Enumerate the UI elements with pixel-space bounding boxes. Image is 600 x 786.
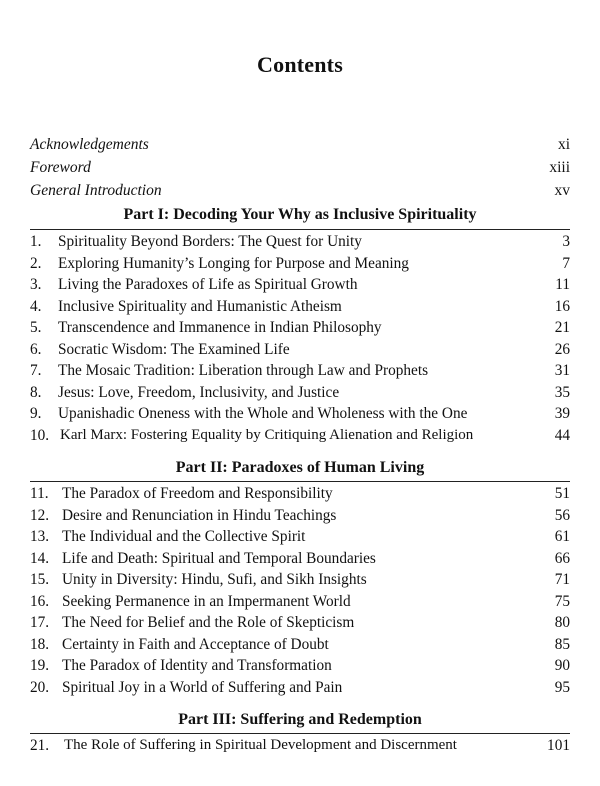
- section-divider: [30, 481, 570, 482]
- chapter-title: Exploring Humanity’s Longing for Purpose and Meaning: [58, 254, 409, 272]
- part-heading-1: Part I: Decoding Your Why as Inclusive Spirituality: [123, 206, 477, 223]
- chapter-page: 75: [554, 592, 570, 610]
- section-divider: [30, 733, 570, 734]
- toc-entry[interactable]: [30, 276, 570, 298]
- toc-entry[interactable]: [30, 571, 570, 593]
- chapter-title: Jesus: Love, Freedom, Inclusivity, and Justice: [58, 383, 340, 401]
- front-matter-page: xiii: [549, 159, 570, 176]
- chapter-page: 31: [554, 362, 570, 379]
- chapter-number: 17.: [30, 614, 50, 631]
- toc-entry[interactable]: [30, 737, 570, 759]
- chapter-number: 7.: [30, 362, 42, 379]
- chapter-title: Certainty in Faith and Acceptance of Doubt: [62, 635, 329, 653]
- toc-entry[interactable]: [30, 636, 570, 658]
- chapter-page: 85: [554, 635, 570, 653]
- chapter-page: 95: [554, 678, 570, 696]
- chapter-page: 51: [554, 485, 570, 502]
- chapter-number: 20.: [30, 678, 50, 696]
- chapter-page: 44: [554, 426, 570, 444]
- chapter-number: 10.: [30, 426, 50, 444]
- chapter-number: 14.: [30, 549, 50, 567]
- toc-entry[interactable]: [30, 593, 570, 615]
- chapter-number: 8.: [30, 383, 42, 401]
- chapter-page: 56: [554, 506, 570, 524]
- chapter-page: 26: [554, 340, 570, 358]
- toc-entry[interactable]: [30, 679, 570, 701]
- toc-entry[interactable]: [30, 405, 570, 427]
- chapter-number: 5.: [30, 319, 42, 336]
- chapter-number: 16.: [30, 592, 50, 610]
- chapter-page: 35: [554, 383, 570, 401]
- chapter-number: 1.: [30, 233, 42, 250]
- chapter-title: Socratic Wisdom: The Examined Life: [58, 340, 290, 358]
- chapter-number: 6.: [30, 340, 42, 358]
- chapter-title: The Role of Suffering in Spiritual Development and Discernment: [64, 737, 457, 753]
- toc-entry[interactable]: [30, 614, 570, 636]
- chapter-number: 18.: [30, 635, 50, 653]
- front-matter-foreword[interactable]: [30, 159, 570, 181]
- page-title: Contents: [257, 52, 343, 77]
- chapter-page: 39: [554, 405, 570, 422]
- toc-entry[interactable]: [30, 485, 570, 507]
- toc-entry[interactable]: [30, 255, 570, 277]
- toc-entry[interactable]: [30, 362, 570, 384]
- chapter-page: 71: [554, 571, 570, 588]
- front-matter-label: Foreword: [30, 159, 91, 176]
- chapter-title: Upanishadic Oneness with the Whole and Wholeness with the One: [58, 405, 468, 422]
- chapter-title: Spirituality Beyond Borders: The Quest for Unity: [58, 233, 362, 250]
- part-heading-3: Part III: Suffering and Redemption: [178, 711, 422, 728]
- chapter-page: 90: [554, 657, 570, 674]
- chapter-page: 61: [554, 528, 570, 545]
- toc-entry[interactable]: [30, 233, 570, 255]
- chapter-title: Desire and Renunciation in Hindu Teachings: [62, 506, 337, 524]
- front-matter-label: General Introduction: [30, 182, 162, 199]
- chapter-title: The Individual and the Collective Spirit: [62, 528, 306, 545]
- chapter-number: 3.: [30, 276, 42, 293]
- toc-entry[interactable]: [30, 298, 570, 320]
- chapter-title: Spiritual Joy in a World of Suffering and Pain: [62, 678, 343, 696]
- chapter-number: 9.: [30, 405, 42, 422]
- chapter-page: 11: [555, 276, 570, 293]
- toc-entry[interactable]: [30, 384, 570, 406]
- chapter-number: 12.: [30, 506, 50, 524]
- toc-entry[interactable]: [30, 341, 570, 363]
- chapter-title: The Need for Belief and the Role of Skepticism: [62, 614, 355, 631]
- chapter-number: 19.: [30, 657, 50, 674]
- chapter-title: The Paradox of Identity and Transformation: [62, 657, 332, 674]
- chapter-page: 101: [547, 737, 570, 754]
- chapter-title: Karl Marx: Fostering Equality by Critiquing Alienation and Religion: [60, 426, 474, 443]
- toc-entry[interactable]: [30, 528, 570, 550]
- toc-entry[interactable]: [30, 507, 570, 529]
- chapter-number: 21.: [30, 737, 50, 754]
- front-matter-general-introduction[interactable]: [30, 182, 570, 204]
- toc-entry[interactable]: [30, 427, 570, 449]
- front-matter-page: xi: [557, 136, 570, 153]
- chapter-title: Unity in Diversity: Hindu, Sufi, and Sikh Insights: [62, 571, 367, 588]
- toc-entry[interactable]: [30, 550, 570, 572]
- chapter-page: 21: [554, 319, 570, 336]
- front-matter-label: Acknowledgements: [30, 136, 149, 153]
- front-matter-page: xv: [554, 182, 570, 199]
- part-heading-2: Part II: Paradoxes of Human Living: [175, 459, 425, 476]
- chapter-title: Inclusive Spirituality and Humanistic Atheism: [58, 297, 342, 315]
- chapter-title: The Paradox of Freedom and Responsibility: [62, 485, 333, 502]
- chapter-page: 3: [562, 233, 570, 250]
- chapter-page: 66: [554, 549, 570, 567]
- chapter-title: Living the Paradoxes of Life as Spiritual Growth: [58, 276, 358, 293]
- chapter-title: The Mosaic Tradition: Liberation through Law and Prophets: [58, 362, 429, 379]
- section-divider: [30, 229, 570, 230]
- chapter-number: 15.: [30, 571, 50, 588]
- chapter-title: Life and Death: Spiritual and Temporal Boundaries: [62, 549, 376, 567]
- front-matter-acknowledgements[interactable]: [30, 136, 570, 158]
- chapter-title: Seeking Permanence in an Impermanent World: [62, 592, 351, 610]
- chapter-title: Transcendence and Immanence in Indian Philosophy: [58, 319, 382, 336]
- chapter-page: 7: [562, 254, 570, 272]
- chapter-number: 2.: [30, 254, 42, 272]
- chapter-page: 16: [554, 297, 570, 315]
- toc-entry[interactable]: [30, 319, 570, 341]
- chapter-number: 4.: [30, 297, 42, 315]
- chapter-number: 11.: [30, 485, 49, 502]
- chapter-number: 13.: [30, 528, 50, 545]
- chapter-page: 80: [554, 614, 570, 631]
- toc-entry[interactable]: [30, 657, 570, 679]
